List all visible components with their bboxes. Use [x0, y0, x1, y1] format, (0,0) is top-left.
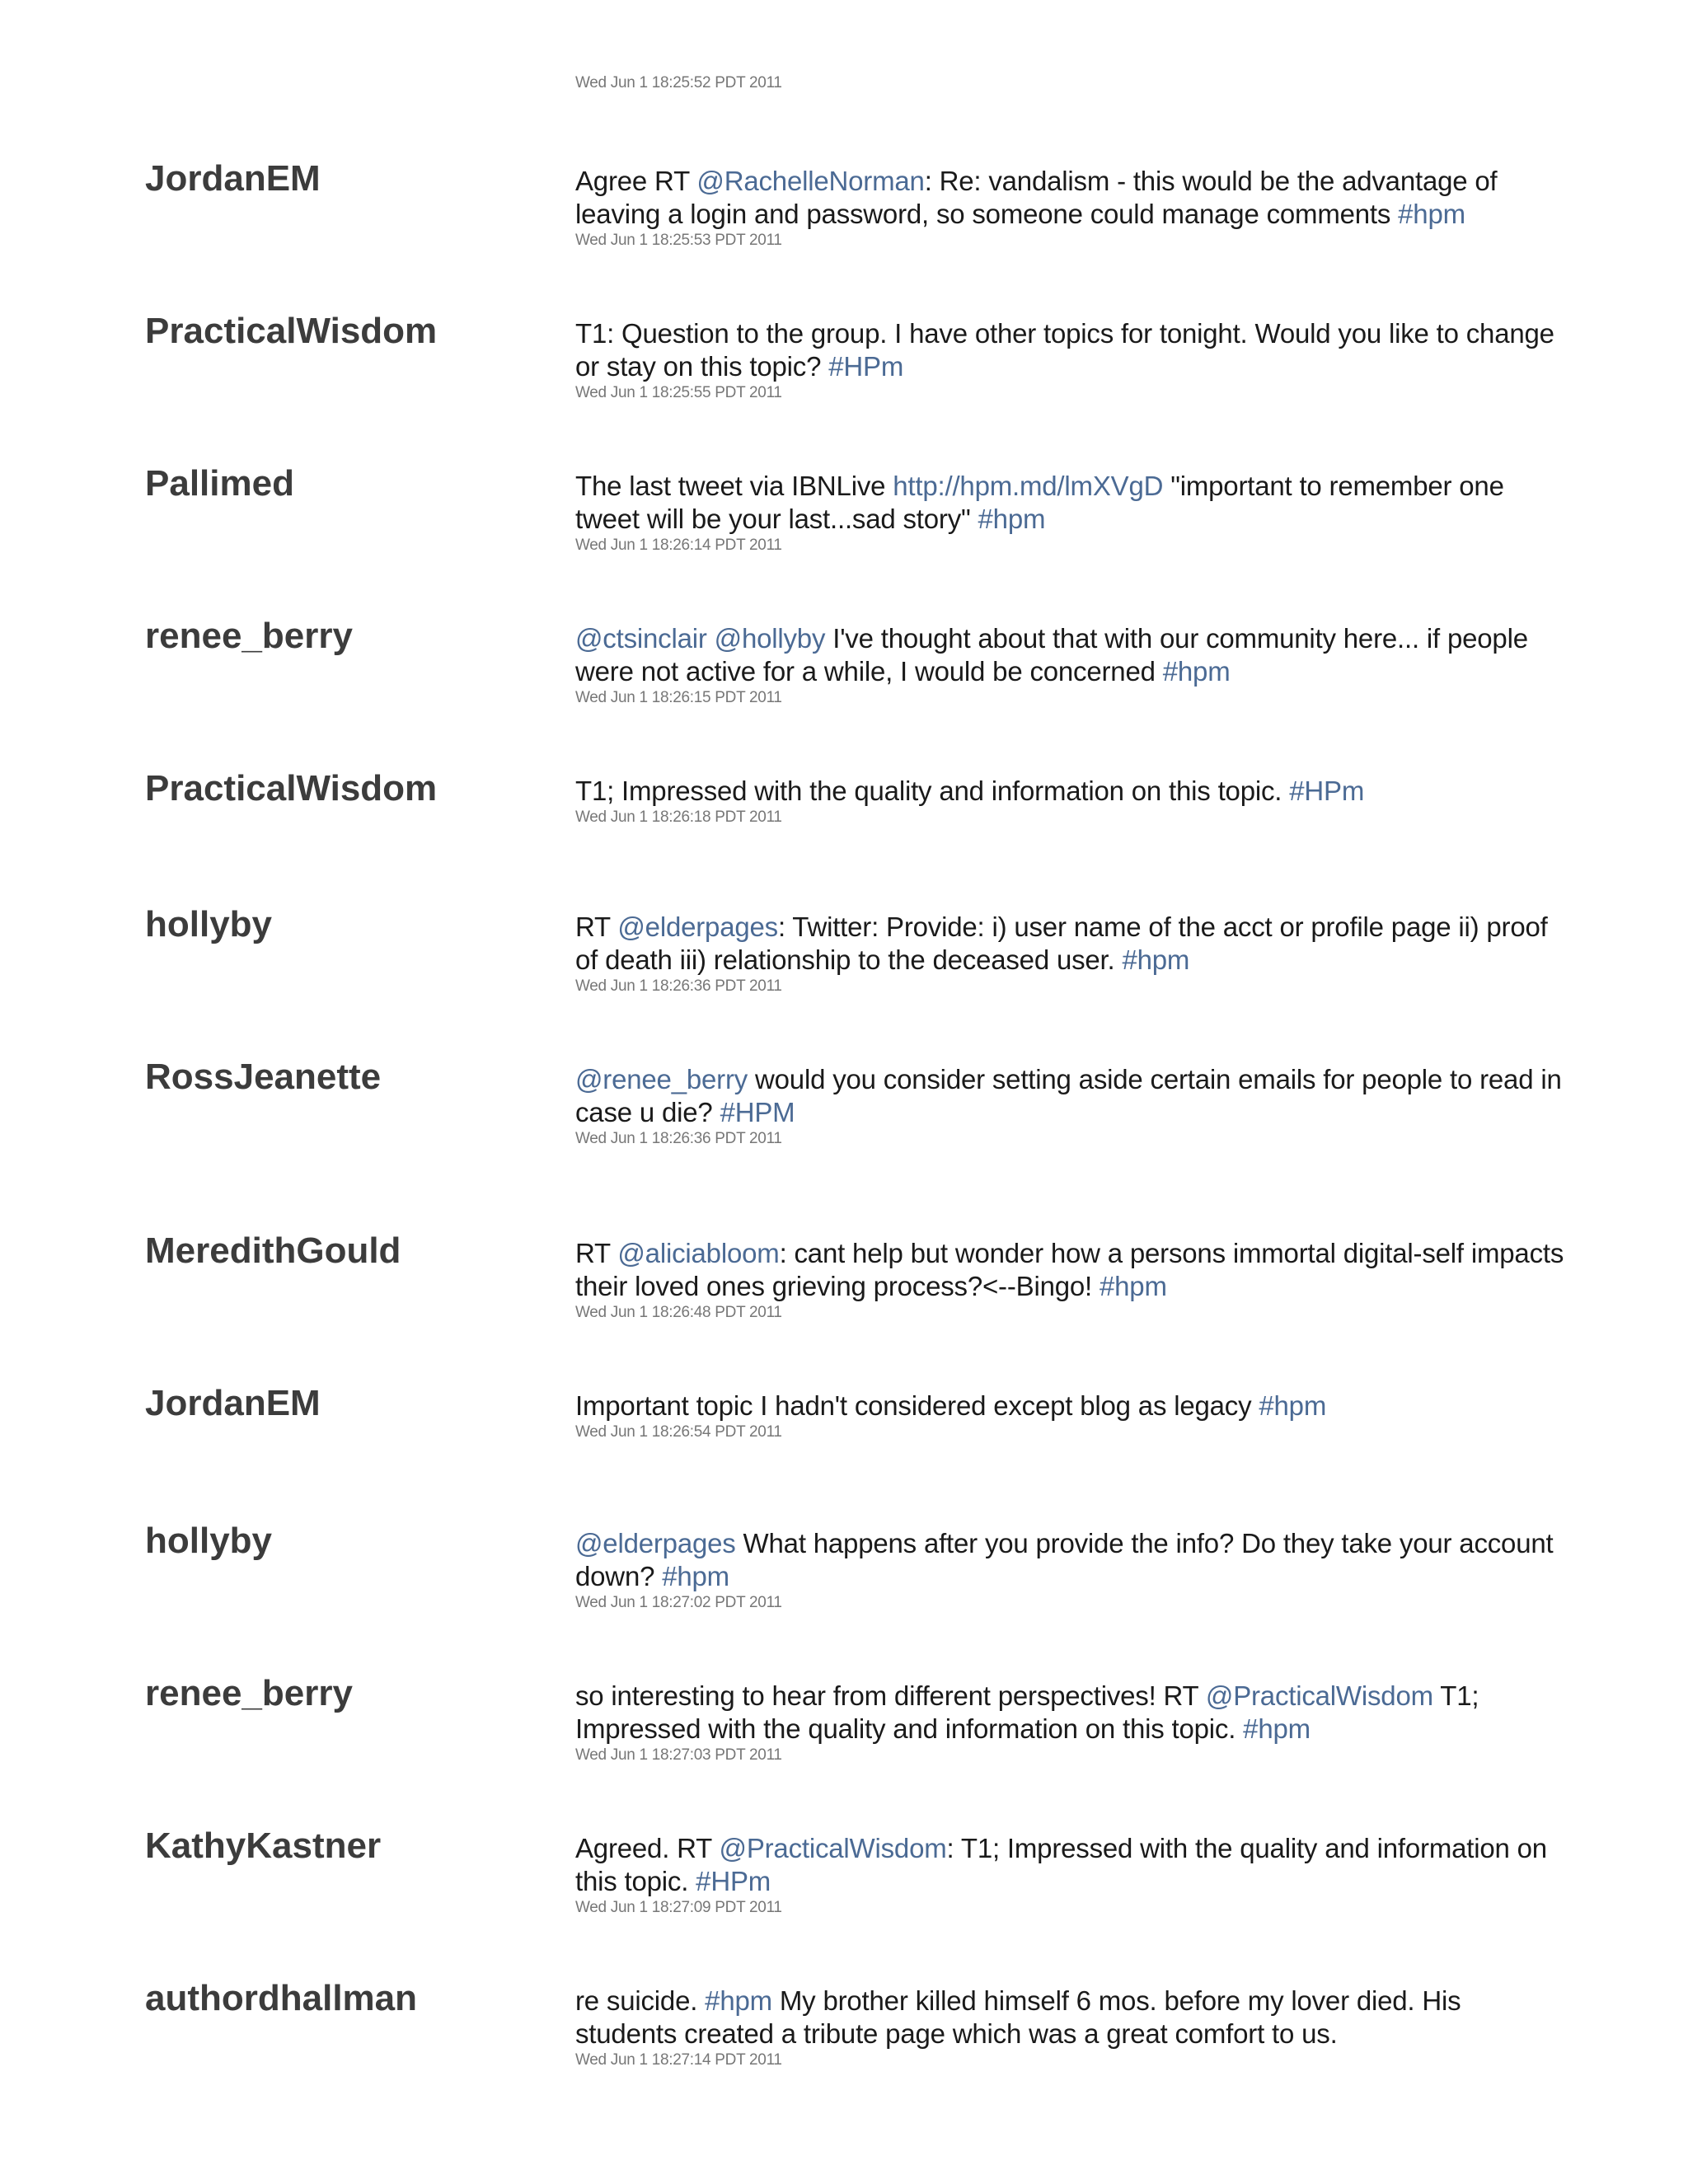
- username[interactable]: renee_berry: [145, 1673, 353, 1713]
- hashtag-link[interactable]: #HPm: [696, 1866, 771, 1896]
- tweet-timestamp: Wed Jun 1 18:26:14 PDT 2011: [575, 537, 782, 554]
- mention-link[interactable]: @elderpages: [617, 912, 778, 942]
- tweet-text: [575, 1985, 1564, 2050]
- mention-link[interactable]: @renee_berry: [575, 1064, 748, 1094]
- tweet-body: [575, 317, 1564, 403]
- mention-link[interactable]: @elderpages: [575, 1528, 736, 1558]
- tweet-text: [575, 1237, 1564, 1303]
- hashtag-link[interactable]: #HPm: [1289, 776, 1365, 806]
- top-timestamp: Wed Jun 1 18:25:52 PDT 2011: [575, 74, 782, 91]
- hashtag-link[interactable]: #hpm: [1099, 1271, 1167, 1301]
- text-segment: re suicide.: [575, 1985, 706, 2016]
- username[interactable]: PracticalWisdom: [145, 311, 438, 351]
- tweet-text: [575, 1063, 1564, 1129]
- username[interactable]: hollyby: [145, 904, 273, 944]
- tweet-timestamp: Wed Jun 1 18:26:36 PDT 2011: [575, 1130, 782, 1147]
- tweet-body: [575, 1390, 1564, 1442]
- tweet-timestamp: Wed Jun 1 18:27:14 PDT 2011: [575, 2051, 782, 2069]
- tweet-body: [575, 622, 1564, 708]
- tweet-text: [575, 775, 1564, 808]
- tweet-text: [575, 1527, 1564, 1593]
- hashtag-link[interactable]: #hpm: [1122, 944, 1190, 975]
- hashtag-link[interactable]: #hpm: [1398, 199, 1465, 229]
- text-segment: "important to remember one tweet will be your last...sad story": [575, 471, 1504, 534]
- mention-link[interactable]: @hollyby: [714, 623, 826, 654]
- tweet-body: [575, 1832, 1564, 1918]
- text-segment: I've thought about that with our community here... if people were not active for a while, I would be concerned: [575, 623, 1528, 687]
- username[interactable]: PracticalWisdom: [145, 768, 438, 808]
- hashtag-link[interactable]: #hpm: [662, 1561, 729, 1591]
- url-link[interactable]: http://hpm.md/lmXVgD: [893, 471, 1164, 501]
- tweet-body: [575, 1680, 1564, 1765]
- text-segment: : cant help but wonder how a persons immortal digital-self impacts their loved ones grieving process?<--Bingo!: [575, 1238, 1564, 1301]
- hashtag-link[interactable]: #HPm: [828, 351, 904, 382]
- text-segment: Important topic I hadn't considered except blog as legacy: [575, 1390, 1259, 1421]
- username[interactable]: renee_berry: [145, 616, 353, 656]
- hashtag-link[interactable]: #hpm: [1243, 1713, 1311, 1744]
- tweet-timestamp: Wed Jun 1 18:27:09 PDT 2011: [575, 1899, 782, 1916]
- tweet-body: [575, 911, 1564, 996]
- tweet-text: [575, 1390, 1564, 1422]
- username[interactable]: authordhallman: [145, 1978, 418, 2018]
- tweet-body: [575, 470, 1564, 555]
- tweet-text: [575, 911, 1564, 977]
- text-segment: T1; Impressed with the quality and information on this topic.: [575, 1680, 1479, 1744]
- tweet-body: [575, 1063, 1564, 1149]
- username[interactable]: hollyby: [145, 1521, 273, 1561]
- text-segment: The last tweet via IBNLive: [575, 471, 893, 501]
- tweet-timestamp: Wed Jun 1 18:27:03 PDT 2011: [575, 1746, 782, 1764]
- text-segment: : T1; Impressed with the quality and information on this topic.: [575, 1833, 1547, 1896]
- tweet-timestamp: Wed Jun 1 18:26:48 PDT 2011: [575, 1304, 782, 1321]
- username[interactable]: JordanEM: [145, 1383, 321, 1423]
- mention-link[interactable]: @PracticalWisdom: [719, 1833, 947, 1863]
- text-segment: Agree RT: [575, 166, 697, 196]
- tweet-timestamp: Wed Jun 1 18:27:02 PDT 2011: [575, 1594, 782, 1611]
- tweet-timestamp: Wed Jun 1 18:26:36 PDT 2011: [575, 977, 782, 995]
- text-segment: : Re: vandalism - this would be the advantage of leaving a login and password, so someone could manage comments: [575, 166, 1498, 229]
- tweet-body: [575, 165, 1564, 251]
- mention-link[interactable]: @ctsinclair: [575, 623, 707, 654]
- text-segment: What happens after you provide the info? Do they take your account down?: [575, 1528, 1554, 1591]
- text-segment: would you consider setting aside certain emails for people to read in case u die?: [575, 1064, 1562, 1127]
- mention-link[interactable]: @PracticalWisdom: [1205, 1680, 1433, 1711]
- text-segment: Agreed. RT: [575, 1833, 720, 1863]
- tweet-body: [575, 1527, 1564, 1613]
- text-segment: RT: [575, 1238, 618, 1268]
- username[interactable]: KathyKastner: [145, 1825, 382, 1866]
- text-segment: so interesting to hear from different perspectives! RT: [575, 1680, 1206, 1711]
- hashtag-link[interactable]: #hpm: [978, 504, 1046, 534]
- text-segment: RT: [575, 912, 618, 942]
- tweet-body: [575, 775, 1564, 827]
- tweet-timestamp: Wed Jun 1 18:25:55 PDT 2011: [575, 384, 782, 401]
- mention-link[interactable]: @RachelleNorman: [696, 166, 925, 196]
- tweet-timestamp: Wed Jun 1 18:26:15 PDT 2011: [575, 689, 782, 706]
- hashtag-link[interactable]: #HPM: [720, 1097, 795, 1127]
- tweet-text: [575, 470, 1564, 536]
- tweet-text: [575, 165, 1564, 231]
- hashtag-link[interactable]: #hpm: [1259, 1390, 1327, 1421]
- tweet-timestamp: Wed Jun 1 18:26:18 PDT 2011: [575, 808, 782, 826]
- tweet-timestamp: Wed Jun 1 18:26:54 PDT 2011: [575, 1423, 782, 1441]
- tweet-text: [575, 622, 1564, 688]
- text-segment: My brother killed himself 6 mos. before my lover died. His students created a tribute page which was a great comfort to us.: [575, 1985, 1461, 2049]
- tweet-text: [575, 317, 1564, 383]
- username[interactable]: RossJeanette: [145, 1057, 382, 1097]
- username[interactable]: Pallimed: [145, 463, 294, 504]
- tweet-text: [575, 1680, 1564, 1746]
- hashtag-link[interactable]: #hpm: [1162, 656, 1231, 687]
- mention-link[interactable]: @aliciabloom: [617, 1238, 780, 1268]
- text-segment: T1; Impressed with the quality and information on this topic.: [575, 776, 1290, 806]
- tweet-body: [575, 1237, 1564, 1323]
- text-segment: : Twitter: Provide: i) user name of the acct or profile page ii) proof of death iii) relationship to the deceased user.: [575, 912, 1548, 975]
- hashtag-link[interactable]: #hpm: [705, 1985, 772, 2016]
- tweet-timestamp: Wed Jun 1 18:25:53 PDT 2011: [575, 232, 782, 249]
- text-segment: [707, 623, 715, 654]
- username[interactable]: JordanEM: [145, 158, 321, 199]
- username[interactable]: MeredithGould: [145, 1230, 401, 1271]
- tweet-body: [575, 1985, 1564, 2070]
- tweet-text: [575, 1832, 1564, 1898]
- text-segment: T1: Question to the group. I have other topics for tonight. Would you like to change or stay on this topic?: [575, 318, 1554, 382]
